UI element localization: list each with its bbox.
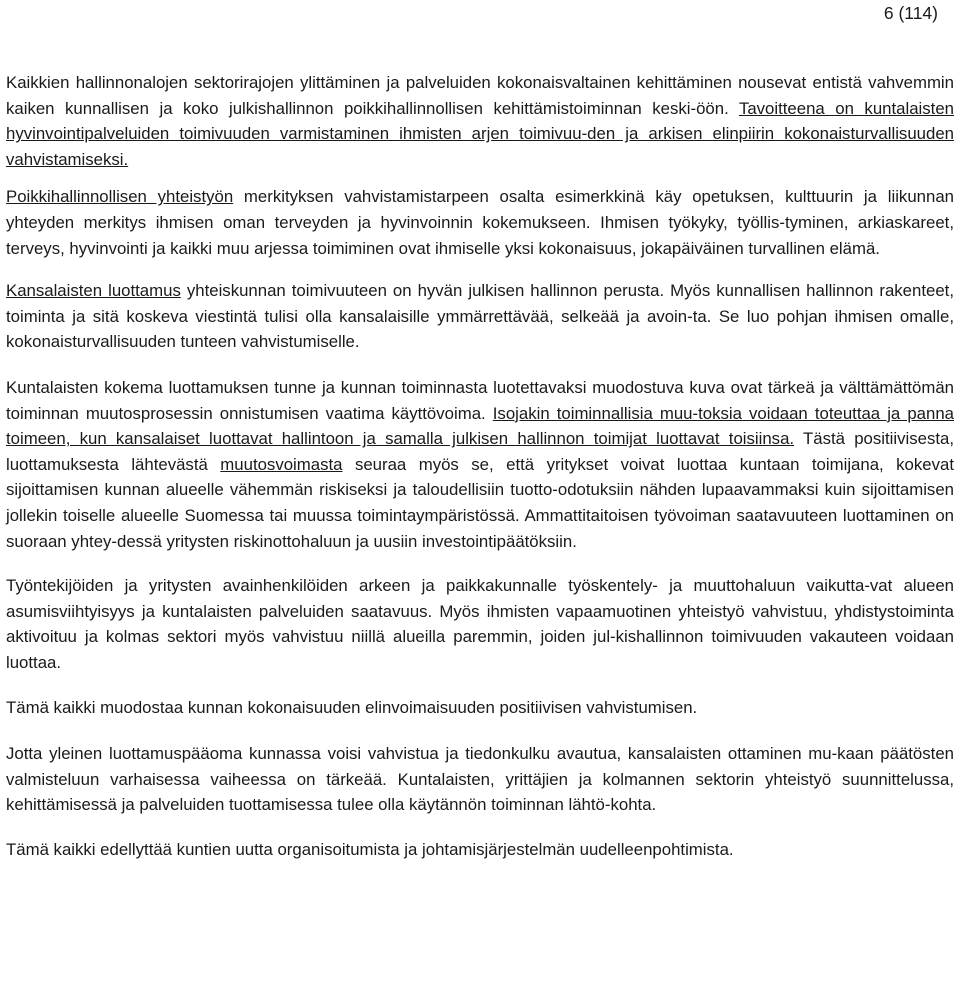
page-number: 6 (114)	[883, 3, 938, 23]
underlined-text: Tavoitteena on kuntalaisten hyvinvointipalveluiden toimivuuden varmistaminen ihmisten arjen toimivuu-den ja arkisen elinpiirin kokonaisturvallisuuden vahvistamiseksi.	[6, 98, 954, 169]
text-segment: Tämä kaikki muodostaa kunnan kokonaisuuden elinvoimaisuuden positiivisen vahvistumisen.	[6, 698, 698, 718]
text-segment: Jotta yleinen luottamuspääoma kunnassa voisi vahvistua ja tiedonkulku avautua, kansalaisten ottaminen mu-kaan päätösten valmisteluun varhaisessa vaiheessa on tärkeää. Kuntalaisten, yrittäjien ja kolmannen sektorin yhteistyö suunnittelussa, kehittämisessä ja palveluiden tuottamisessa tulee olla käytännön toiminnan lähtö-kohta.	[6, 744, 954, 815]
underlined-text: Poikkihallinnollisen yhteistyön	[6, 187, 234, 207]
paragraph-2	[6, 184, 954, 261]
paragraph-5	[6, 573, 954, 675]
text-segment: merkityksen vahvistamistarpeen osalta esimerkkinä käy opetuksen, kulttuurin ja liikunnan yhteyden merkitys ihmisen oman terveyden ja hyvinvoinnin kokemukseen. Ihmisen työkyky, työllis-tyminen, arkiaskareet, terveys, hyvinvointi ja kaikki muu arjessa toimiminen ovat ihmiselle yksi kokonaisuus, jokapäiväinen turvallinen elämä.	[6, 187, 954, 258]
paragraph-1	[6, 70, 954, 172]
text-segment: Tästä positiivisesta, luottamuksesta lähtevästä	[6, 429, 954, 474]
text-segment: yhteiskunnan toimivuuteen on hyvän julkisen hallinnon perusta. Myös kunnallisen hallinnon rakenteet, toiminta ja sitä koskeva viestintä tulisi olla kansalaisille ymmärrettävää, selkeää ja avoin-ta. Se luo pohjan ihmisen omalle, kokonaisturvallisuuden tunteen vahvistumiselle.	[6, 281, 954, 352]
underlined-text: muutosvoimasta	[220, 454, 343, 474]
paragraph-6	[6, 695, 954, 721]
paragraph-7	[6, 741, 954, 818]
underlined-text: Kansalaisten luottamus	[6, 281, 181, 301]
text-segment: Tämä kaikki edellyttää kuntien uutta organisoitumista ja johtamisjärjestelmän uudelleenpohtimista.	[6, 839, 734, 859]
document-body	[6, 70, 954, 881]
text-segment: Kaikkien hallinnonalojen sektorirajojen ylittäminen ja palveluiden kokonaisvaltainen kehittäminen nousevat entistä vahvemmin kaiken kunnallisen ja koko julkishallinnon poikkihallinnollisen kehittämistoiminnan keski-öön.	[6, 73, 954, 118]
paragraph-8	[6, 837, 954, 863]
paragraph-4	[6, 375, 954, 554]
paragraph-3	[6, 278, 954, 355]
text-segment: Kuntalaisten kokema luottamuksen tunne ja kunnan toiminnasta luotettavaksi muodostuva kuva ovat tärkeä ja välttämättömän toiminnan muutosprosessin onnistumisen vaatima käyttövoima.	[6, 377, 954, 423]
text-segment: Työntekijöiden ja yritysten avainhenkilöiden arkeen ja paikkakunnalle työskentely- ja muuttohaluun vaikutta-vat alueen asumisviihtyisyys ja kuntalaisten palveluiden saatavuus. Myös ihmisten vapaamuotinen yhteistyö vahvistuu, yhdistystoiminta aktivoituu ja kolmas sektori myös vahvistuu niillä alueilla paremmin, joiden jul-kishallinnon toimivuuden vakauteen voidaan luottaa.	[6, 576, 954, 672]
underlined-text: Isojakin toiminnallisia muu-toksia voidaan toteuttaa ja panna toimeen, kun kansalaiset luottavat hallintoon ja samalla julkisen hallinnon toimijat luottavat toisiinsa.	[6, 403, 954, 449]
text-segment: seuraa myös se, että yritykset voivat luottaa kuntaan toimijana, kokevat sijoittamisen kunnan alueelle vähemmän riskiseksi ja taloudellisiin tuotto-odotuksiin nähden lupaavammaksi kuin sijoittamisen jollekin toiselle alueelle Suomessa tai muussa toimintaympäristössä. Ammattitaitoisen työvoiman saatavuuteen luottaminen on suoraan yhtey-dessä yritysten riskinottohaluun ja uusiin investointipäätöksiin.	[6, 454, 955, 551]
